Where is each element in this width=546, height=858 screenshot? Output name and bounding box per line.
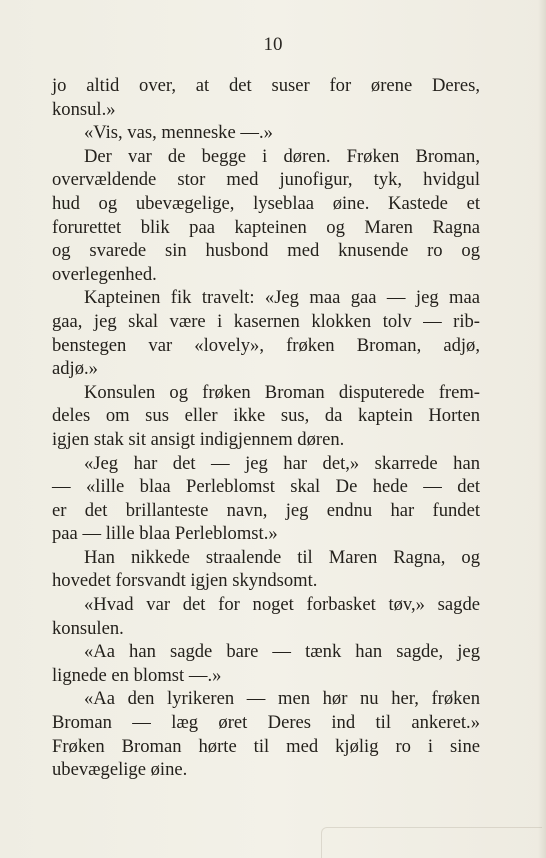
text-line: «Jeg har det — jeg har det,» skarrede han [84,452,480,474]
page-number: 10 [263,34,283,55]
text-line: og svarede sin husbond med knusende ro og [52,240,480,262]
text-line: paa — lille blaa Perleblomst.» [52,523,278,545]
text-line: benstegen var «lovely», frøken Broman, adjø, [52,334,480,356]
text-line: Der var de begge i døren. Frøken Broman, [84,145,480,167]
text-line: hovedet forsvandt igjen skyndsomt. [52,570,318,592]
text-line: gaa, jeg skal være i kasernen klokken tolv — rib- [52,310,480,332]
text-line: er det brillanteste navn, jeg endnu har fundet [52,499,480,521]
text-line: konsulen. [52,617,124,639]
text-line: Frøken Broman hørte til med kjølig ro i sine [52,735,480,757]
text-line: — «lille blaa Perleblomst skal De hede — det [52,476,480,498]
text-line: ubevægelige øine. [52,759,188,781]
text-line: «Aa han sagde bare — tænk han sagde, jeg [84,641,480,663]
text-line: hud og ubevægelige, lyseblaa øine. Kastede et [52,192,480,214]
text-line: lignede en blomst —.» [52,664,222,686]
text-line: konsul.» [52,98,116,120]
text-line: jo altid over, at det suser for ørene Deres, [52,75,480,96]
text-line: Han nikkede straalende til Maren Ragna, og [84,546,480,568]
page-edge-shadow [538,0,546,858]
text-line: overvældende stor med junofigur, tyk, hvidgul [52,169,480,191]
text-line: «Aa den lyrikeren — men hør nu her, frøken [84,688,480,710]
text-line: forurettet blik paa kapteinen og Maren Ragna [52,216,480,238]
text-line: igjen stak sit ansigt indigjennem døren. [52,428,345,450]
text-line: overlegenhed. [52,263,157,285]
body-text [52,74,480,782]
page-corner-mark [321,827,542,858]
text-line: Kapteinen fik travelt: «Jeg maa gaa — jeg maa [84,287,480,309]
text-line: adjø.» [52,358,98,380]
text-line: Konsulen og frøken Broman disputerede frem- [84,381,480,403]
text-line: «Hvad var det for noget forbasket tøv,» sagde [84,594,480,616]
text-line: «Vis, vas, menneske —.» [84,122,273,144]
text-line: deles om sus eller ikke sus, da kaptein Horten [52,405,480,427]
text-line: Broman — læg øret Deres ind til ankeret.» [52,712,480,734]
